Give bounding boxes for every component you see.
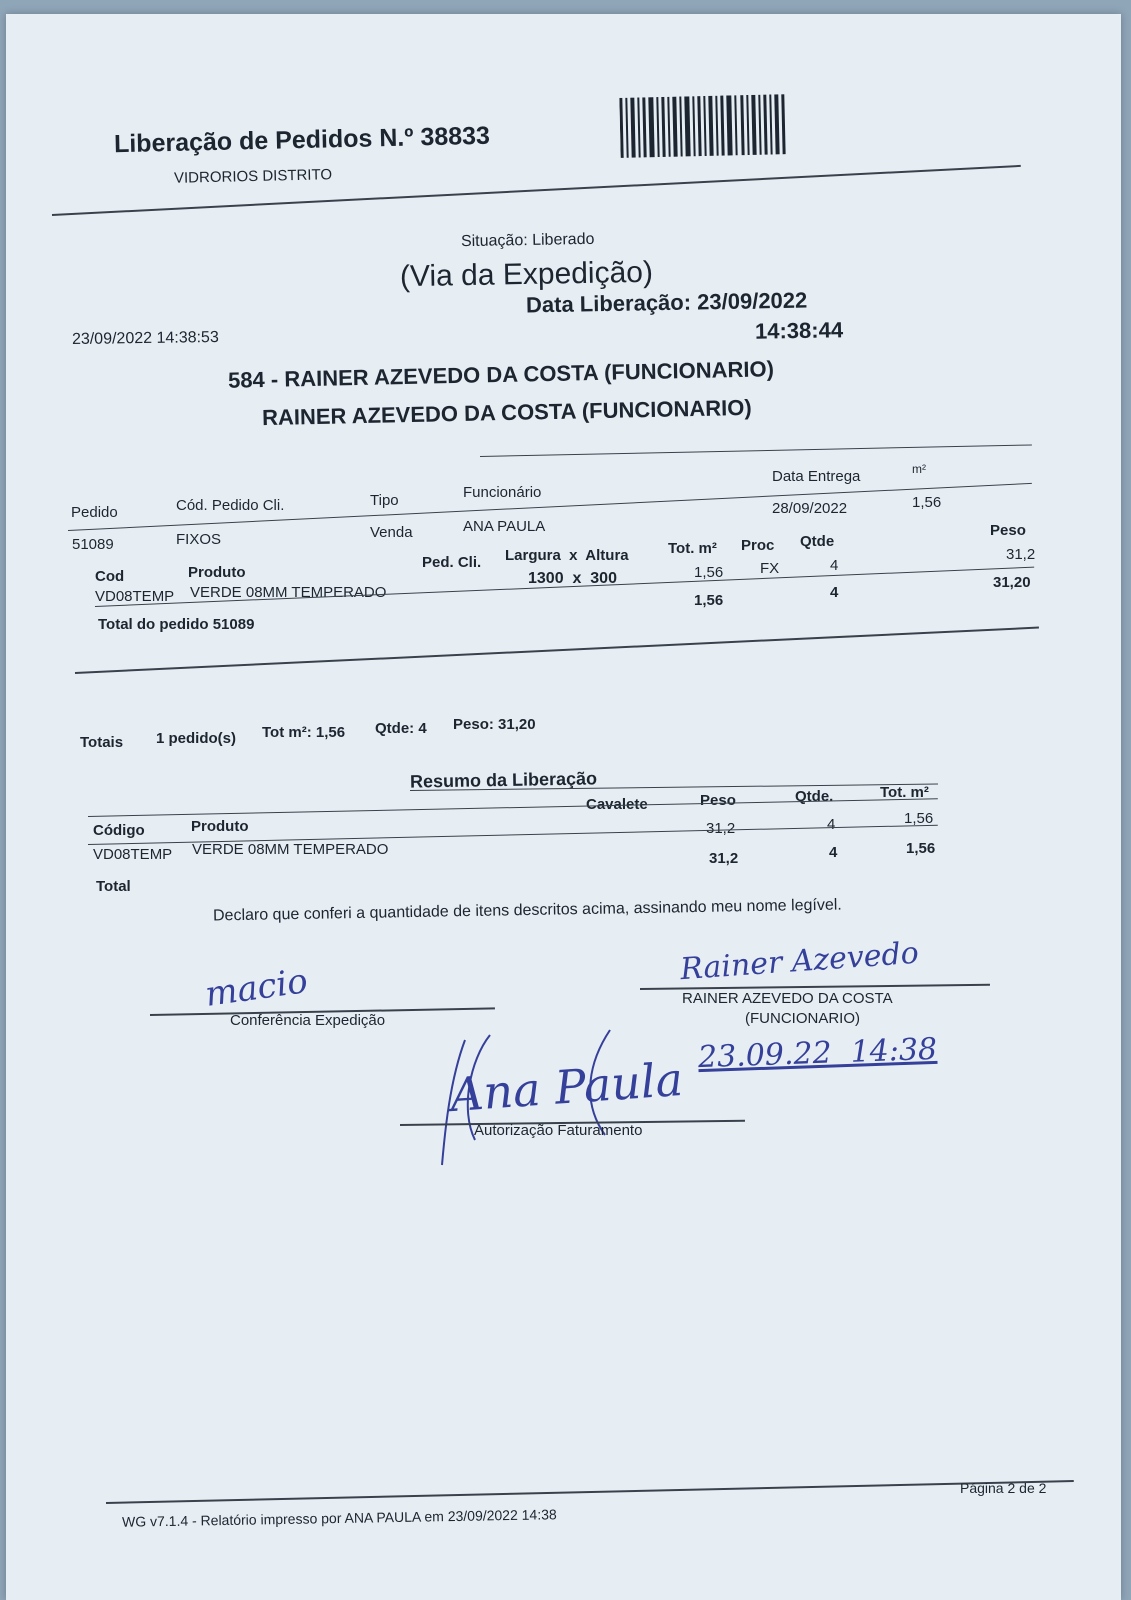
- summary-total-tot-m2: 1,56: [906, 840, 936, 857]
- declaration-text: Declaro que conferi a quantidade de itens descritos acima, assinando meu nome legível.: [212, 896, 842, 925]
- item-cod: VD08TEMP: [95, 588, 175, 605]
- col-proc: Proc: [741, 537, 775, 554]
- summary-title: Resumo da Liberação: [409, 768, 598, 792]
- totals-pedidos: 1 pedido(s): [156, 730, 237, 747]
- company-name: VIDRORIOS DISTRITO: [173, 166, 333, 187]
- summary-col-qtde: Qtde.: [795, 788, 834, 805]
- client-line-2: RAINER AZEVEDO DA COSTA (FUNCIONARIO): [261, 394, 752, 431]
- col-cod-pedido-cli: Cód. Pedido Cli.: [176, 497, 285, 514]
- footer-page-number: Página 2 de 2: [960, 1480, 1047, 1496]
- totals-peso: Peso: 31,20: [453, 716, 536, 733]
- totals-qtde: Qtde: 4: [375, 720, 427, 737]
- item-dimensoes: 1300 x 300: [528, 570, 617, 587]
- col-qtde: Qtde: [800, 533, 835, 550]
- col-data-entrega: Data Entrega: [772, 468, 861, 485]
- table-row-funcionario: ANA PAULA: [463, 518, 546, 535]
- summary-row-codigo: VD08TEMP: [93, 846, 173, 863]
- table-row-data-entrega: 28/09/2022: [772, 500, 848, 517]
- summary-col-produto: Produto: [191, 818, 249, 835]
- handwritten-signature: macio: [202, 961, 311, 1015]
- client-name-line-2: (FUNCIONARIO): [745, 1010, 860, 1027]
- col-tipo: Tipo: [370, 492, 399, 509]
- item-peso: 31,2: [1006, 546, 1036, 563]
- col-cod: Cod: [95, 568, 125, 585]
- summary-row-qtde: 4: [827, 816, 836, 833]
- col-largura-altura: Largura x Altura: [505, 547, 629, 564]
- summary-row-produto: VERDE 08MM TEMPERADO: [192, 841, 389, 858]
- col-produto: Produto: [188, 564, 246, 581]
- document-title: Liberação de Pedidos N.º 38833: [113, 121, 491, 159]
- copy-type: (Via da Expedição): [399, 255, 654, 294]
- col-m2: m²: [912, 462, 926, 476]
- col-funcionario: Funcionário: [463, 484, 542, 501]
- totals-tot-m2: Tot m²: 1,56: [262, 724, 346, 741]
- summary-col-peso: Peso: [700, 792, 736, 809]
- item-tot-m2: 1,56: [694, 564, 724, 581]
- col-peso: Peso: [990, 522, 1026, 539]
- table-row-pedido: 51089: [72, 536, 114, 553]
- client-name-line-1: RAINER AZEVEDO DA COSTA: [682, 990, 893, 1007]
- order-total-peso: 31,20: [993, 574, 1031, 591]
- handwritten-signature: Ana Paula: [448, 1051, 685, 1123]
- release-date: Data Liberação: 23/09/2022: [525, 287, 808, 318]
- col-pedido: Pedido: [71, 504, 118, 521]
- item-qtde: 4: [830, 557, 839, 574]
- order-total-qtde: 4: [830, 584, 839, 601]
- col-ped-cli: Ped. Cli.: [422, 554, 482, 571]
- conferencia-label: Conferência Expedição: [230, 1012, 386, 1029]
- summary-row-tot-m2: 1,56: [904, 810, 934, 827]
- table-row-m2: 1,56: [912, 494, 942, 511]
- barcode: [619, 94, 788, 160]
- col-tot-m2: Tot. m²: [668, 540, 717, 557]
- summary-col-cavalete: Cavalete: [586, 796, 648, 813]
- client-line-1: 584 - RAINER AZEVEDO DA COSTA (FUNCIONARIO): [227, 356, 775, 393]
- order-total-m2: 1,56: [694, 592, 724, 609]
- release-time: 14:38:44: [754, 317, 844, 344]
- totals-label: Totais: [80, 734, 124, 751]
- order-total-label: Total do pedido 51089: [98, 616, 255, 633]
- summary-total-peso: 31,2: [709, 850, 739, 867]
- table-row-cod-pedido-cli: FIXOS: [176, 531, 222, 548]
- summary-col-tot-m2: Tot. m²: [880, 784, 929, 801]
- summary-total-label: Total: [96, 878, 131, 895]
- table-row-tipo: Venda: [370, 524, 413, 541]
- item-produto: VERDE 08MM TEMPERADO: [190, 584, 387, 601]
- item-proc: FX: [760, 560, 780, 577]
- autorizacao-label: Autorização Faturamento: [474, 1122, 643, 1139]
- summary-row-peso: 31,2: [706, 820, 736, 837]
- handwritten-date: 23.09.22 14:38: [697, 1031, 938, 1076]
- footer-report-line: WG v7.1.4 - Relatório impresso por ANA PAULA em 23/09/2022 14:38: [121, 1506, 557, 1530]
- handwritten-signature: Rainer Azevedo: [679, 935, 920, 988]
- summary-total-qtde: 4: [829, 844, 838, 861]
- summary-col-codigo: Código: [93, 822, 145, 839]
- signature-flourish: [430, 1020, 670, 1170]
- status-text: Situação: Liberado: [460, 230, 595, 251]
- print-timestamp: 23/09/2022 14:38:53: [71, 328, 219, 349]
